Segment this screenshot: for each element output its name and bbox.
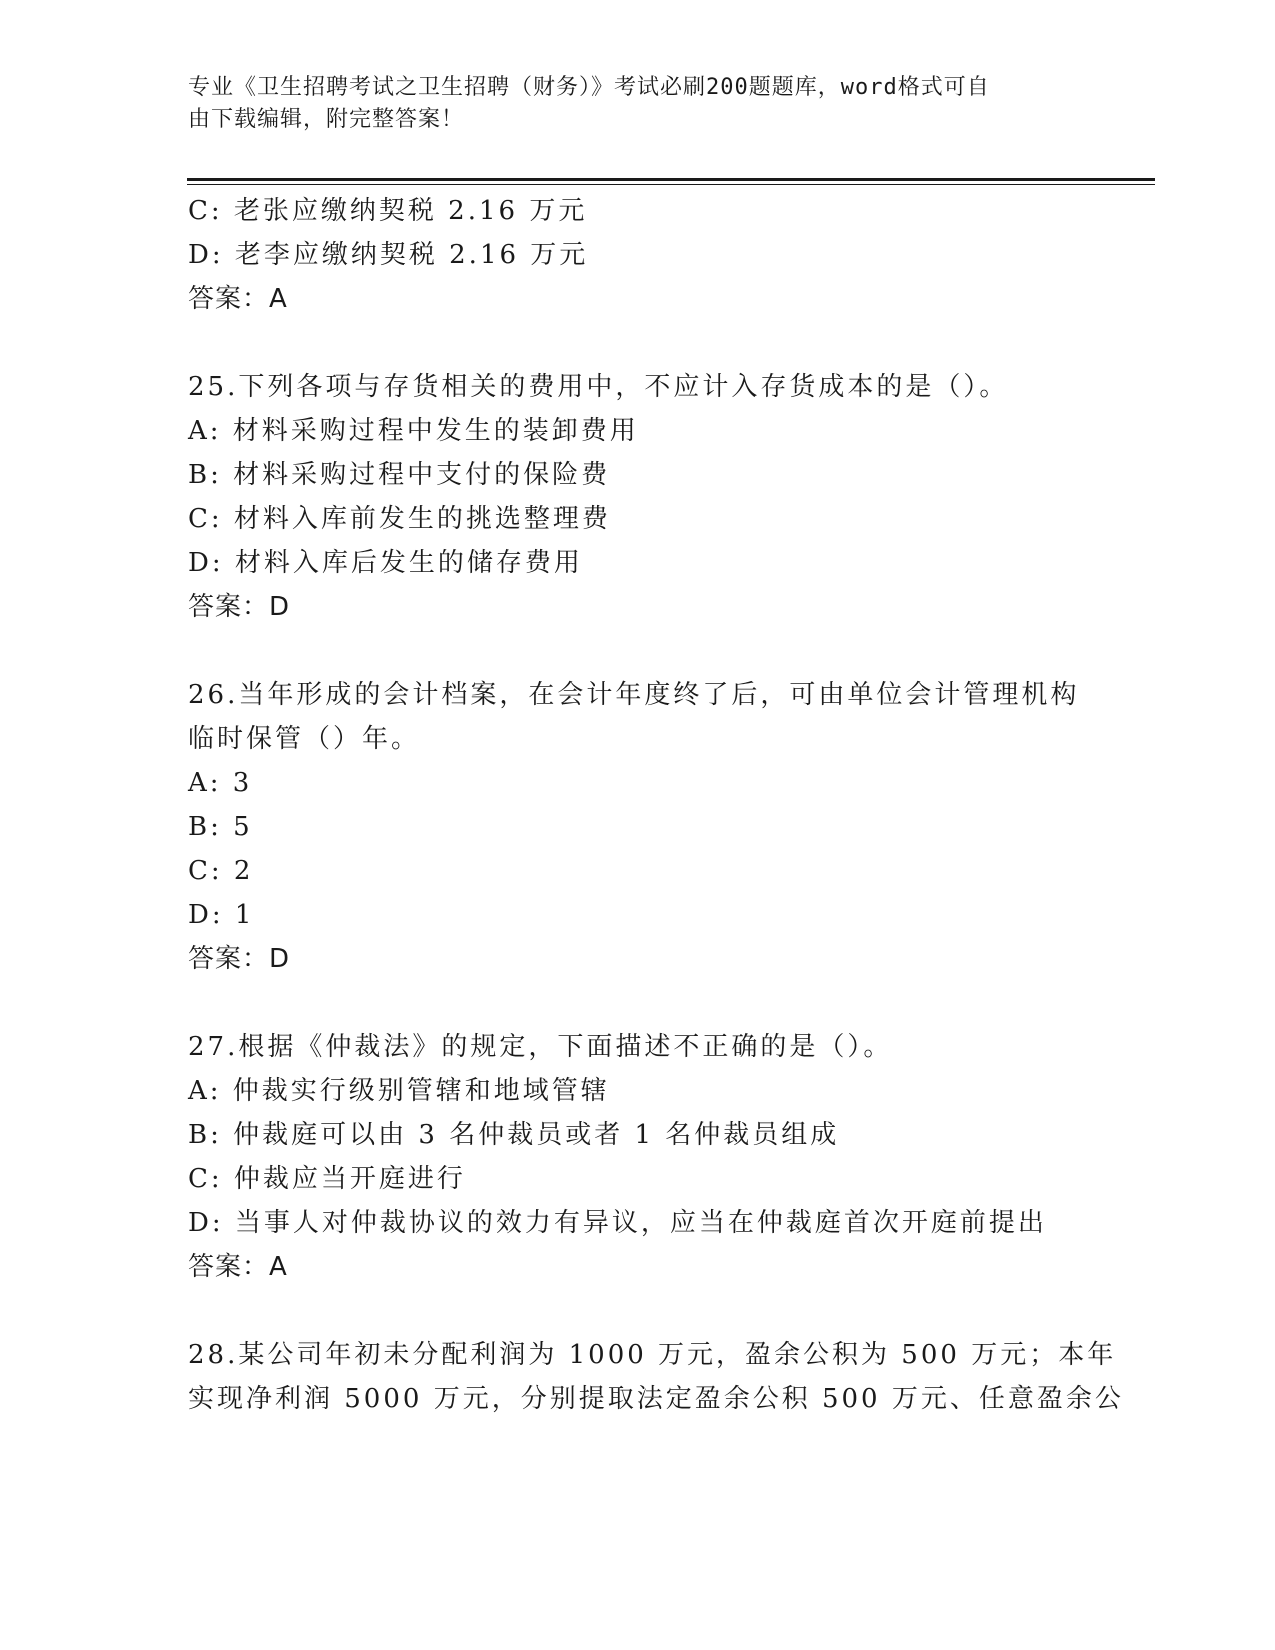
- q27-stem: 27.根据《仲裁法》的规定，下面描述不正确的是（）。: [188, 1032, 893, 1062]
- prev-question-option-c: C: 老张应缴纳契税 2.16 万元: [188, 196, 588, 226]
- prev-question-answer: 答案：A: [188, 284, 288, 314]
- q25-option-c: C: 材料入库前发生的挑选整理费: [188, 504, 611, 534]
- header-line-1: 专业《卫生招聘考试之卫生招聘（财务）》考试必刷200题题库，word格式可自: [188, 75, 990, 100]
- q26-option-d: D: 1: [188, 900, 255, 930]
- q27-option-c: C: 仲裁应当开庭进行: [188, 1164, 466, 1194]
- q28-stem-line-1: 28.某公司年初未分配利润为 1000 万元，盈余公积为 500 万元；本年: [188, 1340, 1117, 1370]
- q26-stem-line-1: 26.当年形成的会计档案，在会计年度终了后，可由单位会计管理机构: [188, 680, 1080, 710]
- q26-option-a: A: 3: [188, 768, 253, 798]
- q26-stem-line-2: 临时保管（）年。: [188, 724, 421, 754]
- q25-stem: 25.下列各项与存货相关的费用中，不应计入存货成本的是（）。: [188, 372, 1009, 402]
- q27-answer: 答案：A: [188, 1252, 288, 1282]
- header-line-2: 由下载编辑，附完整答案！: [188, 107, 465, 132]
- q26-answer: 答案：D: [188, 944, 291, 974]
- q25-option-a: A: 材料采购过程中发生的装卸费用: [188, 416, 639, 446]
- q27-option-a: A: 仲裁实行级别管辖和地域管辖: [188, 1076, 610, 1106]
- q27-option-b: B: 仲裁庭可以由 3 名仲裁员或者 1 名仲裁员组成: [188, 1120, 840, 1150]
- q25-option-b: B: 材料采购过程中支付的保险费: [188, 460, 611, 490]
- q27-option-d: D: 当事人对仲裁协议的效力有异议，应当在仲裁庭首次开庭前提出: [188, 1208, 1047, 1238]
- q26-option-c: C: 2: [188, 856, 254, 886]
- document-header: [188, 72, 1068, 136]
- q25-answer: 答案：D: [188, 592, 291, 622]
- q26-option-b: B: 5: [188, 812, 253, 842]
- q25-option-d: D: 材料入库后发生的储存费用: [188, 548, 583, 578]
- prev-question-option-d: D: 老李应缴纳契税 2.16 万元: [188, 240, 589, 270]
- header-divider-thin: [187, 184, 1155, 185]
- header-divider-thick: [187, 178, 1155, 181]
- q28-stem-line-2: 实现净利润 5000 万元，分别提取法定盈余公积 500 万元、任意盈余公: [188, 1384, 1124, 1414]
